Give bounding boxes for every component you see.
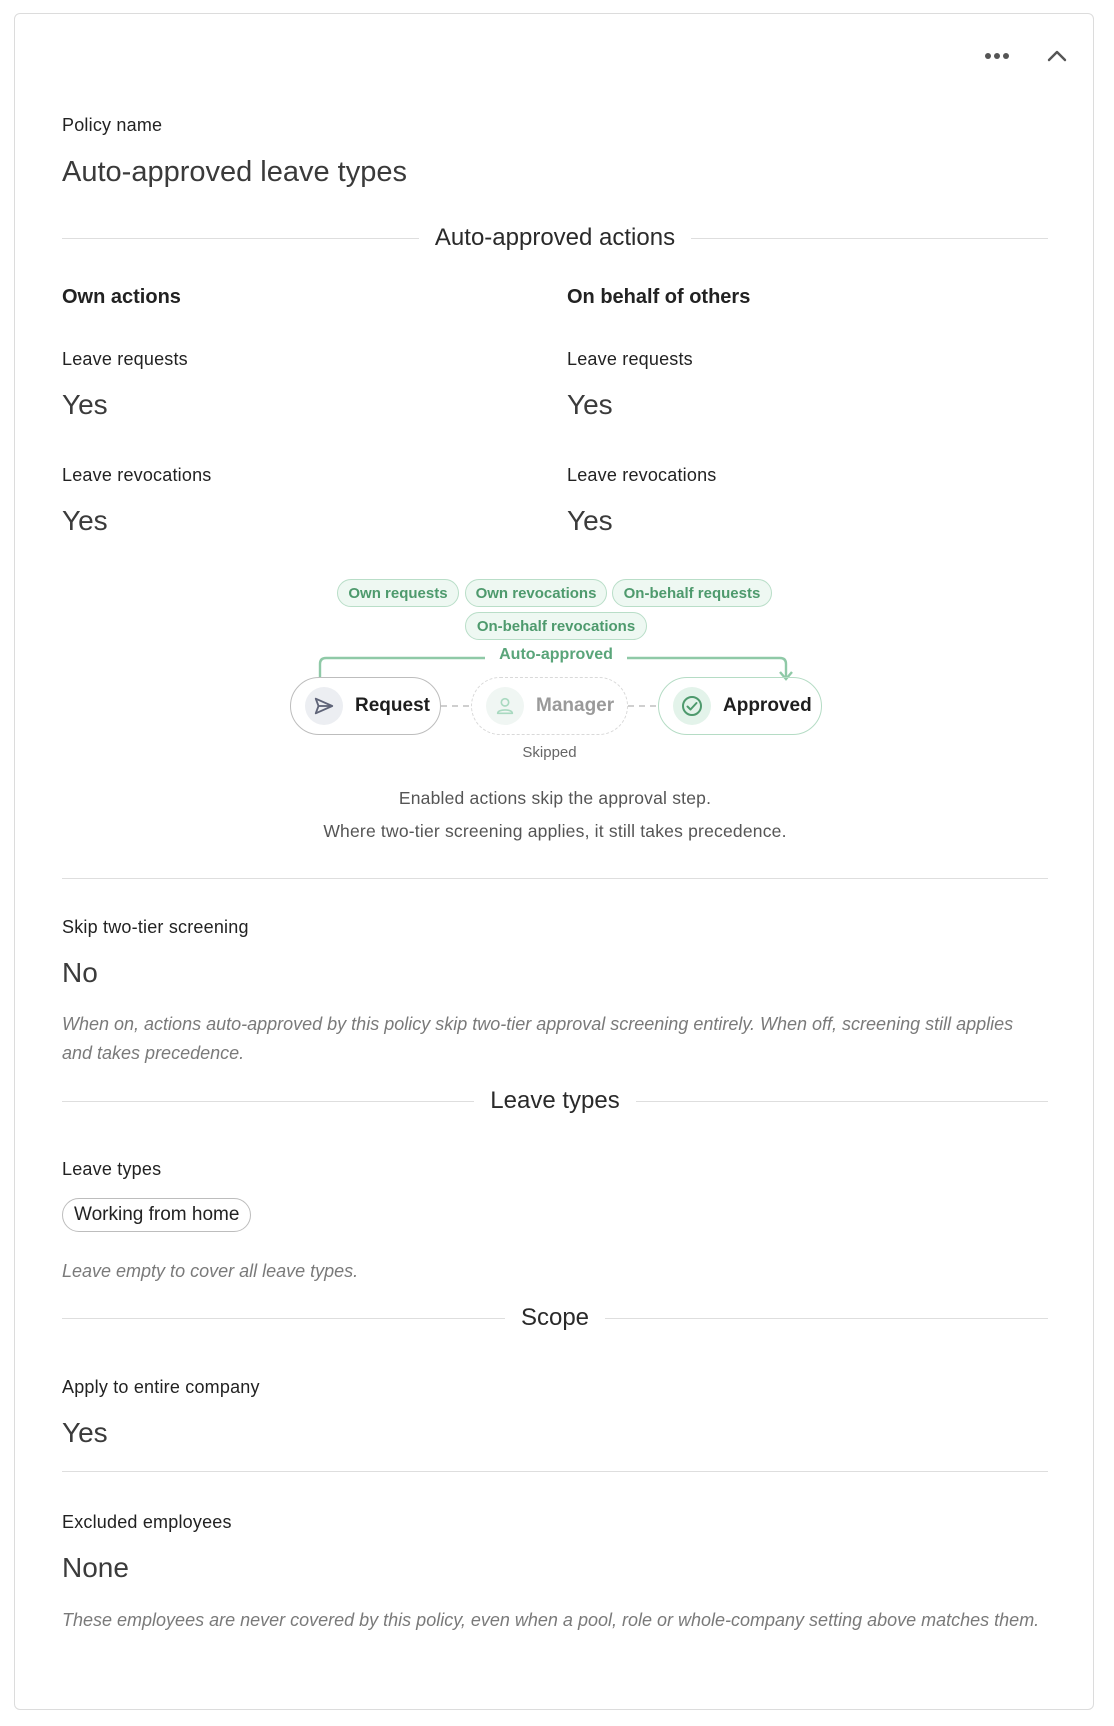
behalf-leave-requests-label: Leave requests (567, 349, 693, 369)
skipped-label: Skipped (522, 744, 577, 761)
behalf-actions-title: On behalf of others (567, 286, 751, 308)
node-request-label: Request (355, 695, 430, 716)
entire-company-value: Yes (62, 1417, 108, 1448)
behalf-leave-requests-value: Yes (567, 389, 613, 420)
node-manager-label: Manager (536, 695, 615, 716)
own-actions-title: Own actions (62, 286, 181, 308)
leave-types-label: Leave types (62, 1159, 162, 1179)
entire-company-label: Apply to entire company (62, 1377, 260, 1397)
behalf-leave-revocations-label: Leave revocations (567, 465, 717, 485)
section-title: Scope (520, 1304, 590, 1331)
chip-own-revocations: Own revocations (465, 579, 607, 607)
policy-name-label: Policy name (62, 115, 163, 135)
excluded-employees-label: Excluded employees (62, 1512, 232, 1532)
node-approved-label: Approved (723, 695, 812, 716)
own-leave-requests-label: Leave requests (62, 349, 188, 369)
behalf-leave-revocations-value: Yes (567, 505, 613, 536)
manager-icon-circle (486, 687, 524, 725)
section-title: Auto-approved actions (434, 224, 676, 251)
own-leave-requests-value: Yes (62, 389, 108, 420)
leave-types-hint: Leave empty to cover all leave types. (62, 1261, 359, 1281)
skip-screening-value: No (62, 957, 98, 988)
excluded-employees-value: None (62, 1552, 129, 1583)
user-icon (494, 695, 516, 717)
diagram-caption-line2: Where two-tier screening applies, it still takes precedence. (323, 821, 787, 841)
section-leave-types (62, 1085, 1048, 1117)
node-manager (471, 677, 628, 735)
skip-screening-label: Skip two-tier screening (62, 917, 249, 937)
approved-icon-circle (673, 687, 711, 725)
chip-own-requests: Own requests (337, 579, 459, 607)
excluded-employees-hint: These employees are never covered by this policy, even when a pool, role or whole-company setting above matches them. (62, 1610, 1040, 1630)
node-request (290, 677, 441, 735)
divider (62, 878, 1048, 879)
section-title: Leave types (490, 1087, 620, 1114)
request-icon-circle (305, 687, 343, 725)
own-leave-revocations-value: Yes (62, 505, 108, 536)
check-circle-icon (680, 694, 704, 718)
section-scope (62, 1302, 1048, 1334)
policy-name-value: Auto-approved leave types (62, 156, 407, 188)
skip-screening-hint: When on, actions auto-approved by this policy skip two-tier approval screening entirely. When off, screening still applies and takes precedence. (62, 1014, 1014, 1063)
diagram-caption-line1: Enabled actions skip the approval step. (398, 788, 712, 808)
auto-approved-flow-label: Auto-approved (499, 646, 613, 663)
divider (62, 1471, 1048, 1472)
chip-on-behalf-requests: On-behalf requests (612, 579, 772, 607)
policy-card (14, 13, 1094, 1710)
node-approved (658, 677, 822, 735)
chip-on-behalf-revocations: On-behalf revocations (465, 612, 647, 640)
send-icon (313, 695, 335, 717)
own-leave-revocations-label: Leave revocations (62, 465, 212, 485)
leave-type-tag: Working from home (62, 1198, 251, 1232)
